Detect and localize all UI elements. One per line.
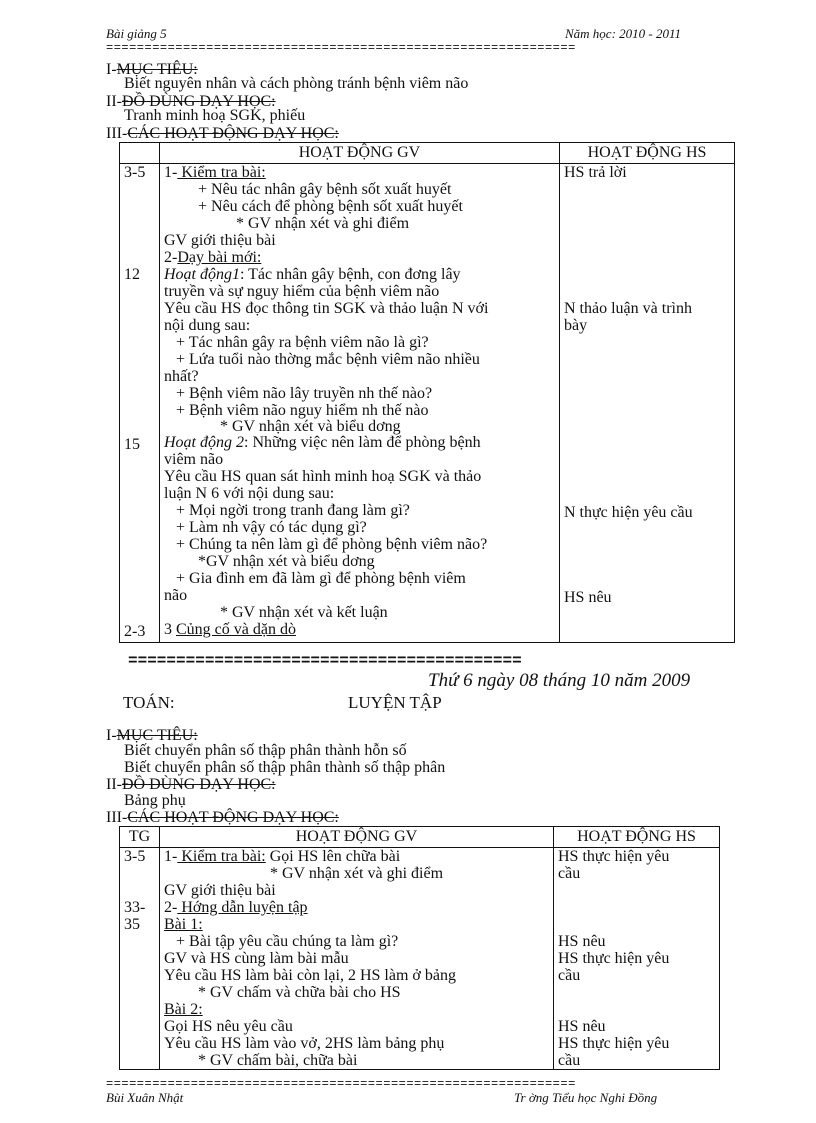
l1-gv-line: *GV nhận xét và biểu dơng (198, 553, 375, 570)
footer-separator: ============================================================= (106, 1077, 576, 1091)
l2-sec1-line: Biết chuyển phân số thập phân thành số thập phân (124, 759, 446, 776)
l1-gv-line: * GV nhận xét và biểu dơng (220, 418, 401, 435)
subject: TOÁN: (123, 693, 175, 712)
l1-gv-line: Hoạt động 2: Những việc nên làm để phòng bệnh (164, 434, 481, 451)
l1-gv-line: nội dung sau: (164, 317, 251, 334)
l1-activity-table (119, 142, 735, 643)
l1-gv-line: GV giới thiệu bài (164, 232, 276, 249)
l2-hs-line: HS thực hiện yêu (558, 950, 670, 967)
l2-gv-line: * GV nhận xét và ghi điểm (270, 865, 444, 882)
l2-hs-line: HS thực hiện yêu (558, 1035, 670, 1052)
l1-sec1-line: Biết nguyên nhân và cách phòng tránh bệnh viêm não (124, 75, 469, 92)
time-33: 33- (124, 899, 146, 916)
l2-hs-line: cầu (558, 1052, 581, 1069)
l2-sec1-line: Biết chuyển phân số thập phân thành hỗn số (124, 742, 407, 759)
l2-time-cell (120, 848, 160, 1070)
l1-sec3-heading: CÁC HOẠT ĐỘNG DẠY HỌC: (127, 125, 339, 142)
l1-gv-line: * GV nhận xét và ghi điểm (236, 215, 410, 232)
l2-gv-line: Gọi HS nêu yêu cầu (164, 1018, 293, 1035)
l2-sec1-label: I- (106, 727, 117, 744)
l2-gv-line: GV và HS cùng làm bài mẫu (164, 950, 349, 967)
date-line: Thứ 6 ngày 08 tháng 10 năm 2009 (428, 670, 691, 691)
l1-gv-line: + Làm nh vậy có tác dụng gì? (176, 519, 367, 536)
l1-gv-line: viêm não (164, 451, 224, 468)
l2-col-hs: HOẠT ĐỘNG HS (554, 827, 720, 848)
l2-sec3-heading: CÁC HOẠT ĐỘNG DẠY HỌC: (127, 809, 339, 826)
l2-sec3 (106, 809, 339, 826)
l1-gv-line: + Gia đình em đã làm gì để phòng bệnh viêm (176, 570, 466, 587)
l1-gv-line: + Bệnh viêm não nguy hiểm nh thế nào (176, 402, 429, 419)
l1-gv-line: + Chúng ta nên làm gì để phòng bệnh viêm não? (176, 536, 488, 553)
time-3-5: 3-5 (124, 848, 146, 865)
l2-gv-line: * GV chấm bài, chữa bài (198, 1052, 358, 1069)
l2-sec2-label: II- (106, 776, 122, 793)
time-2-3: 2-3 (124, 623, 146, 640)
l1-gv-line: + Nêu tác nhân gây bệnh sốt xuất huyết (198, 181, 452, 198)
l2-col-gv: HOẠT ĐỘNG GV (160, 827, 554, 848)
l2-gv-line: + Bài tập yêu cầu chúng ta làm gì? (176, 933, 399, 950)
l1-hs-cell (560, 164, 735, 643)
l1-gv-line: 2-Dạy bài mới: (164, 249, 262, 266)
l1-sec3-label: III- (106, 125, 128, 142)
l2-hs-line: HS nêu (558, 933, 606, 950)
l2-hs-line: HS thực hiện yêu (558, 848, 670, 865)
l2-hs-line: HS nêu (558, 1018, 606, 1035)
l2-gv-line: GV giới thiệu bài (164, 882, 276, 899)
footer-right: Tr ờng Tiểu học Nghi Đồng (514, 1090, 658, 1105)
l1-gv-line: + Bệnh viêm não lây truyền nh thế nào? (176, 385, 433, 402)
time-15: 15 (124, 436, 140, 453)
l2-hs-cell (554, 848, 720, 1070)
l1-hs-line: HS nêu (564, 589, 612, 606)
time-3-5: 3-5 (124, 164, 146, 181)
l1-hs-line: N thảo luận và trình (564, 300, 692, 317)
l1-col-hs: HOẠT ĐỘNG HS (560, 143, 735, 164)
l1-gv-line: + Mọi ngời trong tranh đang làm gì? (176, 502, 410, 519)
l1-time-cell (120, 164, 160, 643)
l1-gv-line: 1- Kiểm tra bài: (164, 164, 266, 181)
l2-sec3-label: III- (106, 809, 128, 826)
l2-hs-line: cầu (558, 865, 581, 882)
l1-gv-line: Hoạt động1: Tác nhân gây bệnh, con đơng lây (164, 266, 461, 283)
l1-sec1-heading: MỤC TIÊU: (116, 61, 198, 78)
l2-sec2-heading: ĐỒ DÙNG DẠY HỌC: (121, 776, 276, 793)
time-12: 12 (124, 266, 140, 283)
l1-gv-line: não (164, 587, 188, 604)
l2-sec2-line: Bảng phụ (124, 792, 186, 809)
l2-gv-line: 1- Kiểm tra bài: Gọi HS lên chữa bài (164, 848, 401, 865)
l2-gv-line: Bài 1: (164, 916, 203, 933)
header-right: Năm học: 2010 - 2011 (565, 26, 682, 41)
l2-sec1-heading: MỤC TIÊU: (116, 727, 198, 744)
time-35: 35 (124, 916, 140, 933)
l2-activity-table (119, 826, 720, 1070)
lesson-divider: ========================================= (128, 652, 522, 670)
l1-hs-line: HS trả lời (564, 164, 627, 181)
l2-hs-line: cầu (558, 967, 581, 984)
l2-gv-line: Bài 2: (164, 1001, 203, 1018)
l1-sec1-label: I- (106, 61, 117, 78)
l2-gv-line: Yêu cầu HS làm vào vở, 2HS làm bảng phụ (164, 1035, 445, 1052)
l1-sec3 (106, 125, 339, 142)
l1-gv-line: Yêu cầu HS đọc thông tin SGK và thảo luận N với (164, 300, 489, 317)
l1-gv-line: Yêu cầu HS quan sát hình minh hoạ SGK và thảo (164, 468, 482, 485)
l1-gv-line: + Nêu cách để phòng bệnh sốt xuất huyết (198, 198, 463, 215)
l1-gv-cell (160, 164, 560, 643)
l2-gv-cell (160, 848, 554, 1070)
l1-gv-line: truyền và sự nguy hiểm của bệnh viêm não (164, 283, 440, 300)
l1-hs-line: bày (564, 317, 588, 334)
l2-gv-line: Yêu cầu HS làm bài còn lại, 2 HS làm ở bảng (164, 967, 456, 984)
l2-gv-line: * GV chấm và chữa bài cho HS (198, 984, 401, 1001)
header-separator: ============================================================= (106, 41, 576, 55)
l1-col-gv: HOẠT ĐỘNG GV (160, 143, 560, 164)
l1-gv-line: 3 Củng cố và dặn dò (164, 621, 296, 638)
footer-left: Bùi Xuân Nhật (106, 1090, 184, 1105)
l1-sec2-label: II- (106, 93, 122, 110)
l1-hs-line: N thực hiện yêu cầu (564, 504, 693, 521)
l2-col-time: TG (120, 827, 160, 848)
l2-gv-line: 2- Hớng dẫn luyện tập (164, 899, 308, 916)
l1-gv-line: + Tác nhân gây ra bệnh viêm não là gì? (176, 334, 429, 351)
l1-sec2-heading: ĐỒ DÙNG DẠY HỌC: (121, 93, 276, 110)
l1-gv-line: + Lứa tuổi nào thờng mắc bệnh viêm não nhiều (176, 351, 480, 368)
l1-gv-line: nhất? (164, 368, 199, 385)
l1-gv-line: * GV nhận xét và kết luận (220, 604, 388, 621)
l1-sec2-line: Tranh minh hoạ SGK, phiếu (124, 107, 306, 124)
l1-col-time (120, 143, 160, 164)
header-left: Bài giảng 5 (106, 26, 167, 41)
lesson-title: LUYỆN TẬP (348, 693, 442, 712)
l2-sec2 (106, 776, 276, 793)
l1-gv-line: luận N 6 với nội dung sau: (164, 485, 335, 502)
